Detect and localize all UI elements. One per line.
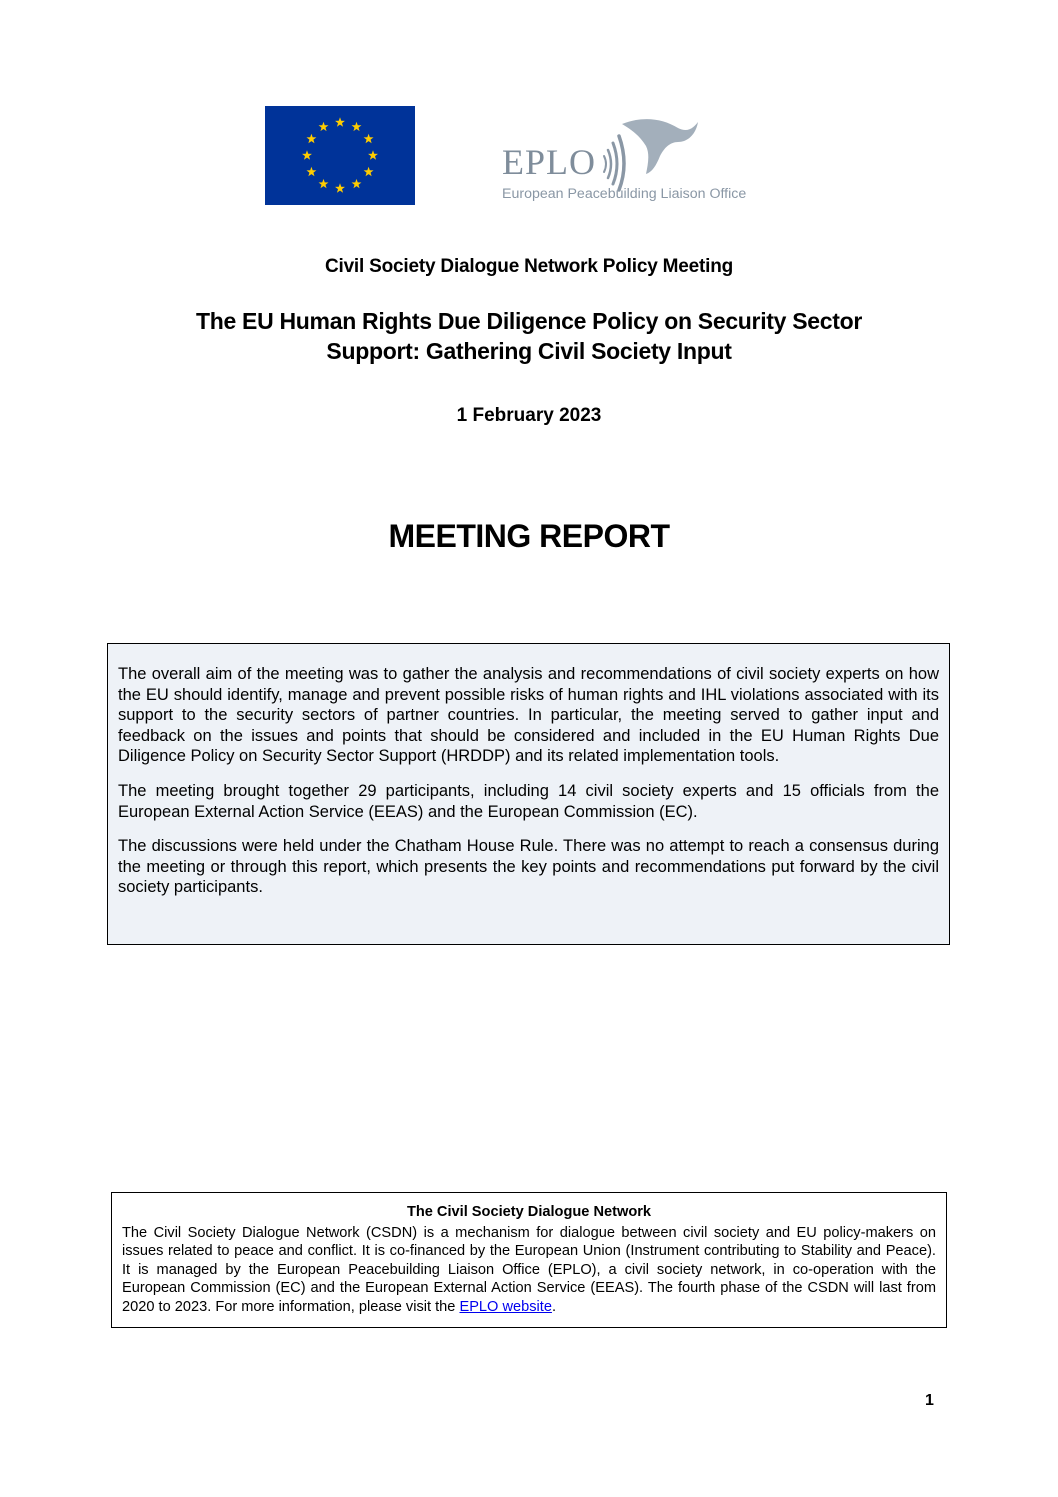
document-title-line-2: Support: Gathering Civil Society Input [326, 338, 732, 364]
csdn-body [122, 1224, 936, 1317]
document-date: 1 February 2023 [456, 405, 602, 426]
eplo-logo [500, 112, 790, 208]
summary-box [107, 643, 950, 945]
eplo-waves-icon [604, 136, 624, 190]
csdn-body-text: The Civil Society Dialogue Network (CSDN) is a mechanism for dialogue between civil society and EU policy-makers on issues related to peace and conflict. It is co-financed by the European Union (Instrument contributing to Stability and Peace). It is managed by the European Peacebuilding Liaison Office (EPLO), a civil society network, in co-operation with the European Commission (EC) and the European External Action Service (EEAS). The fourth phase of the CSDN will last from 2020 to 2023. For more information, please visit the [122, 1224, 936, 1315]
eu-flag-icon [265, 106, 415, 205]
eplo-website-link[interactable]: EPLO website [459, 1298, 552, 1315]
network-title: Civil Society Dialogue Network Policy Meeting [324, 256, 734, 277]
csdn-body-end: . [551, 1298, 557, 1315]
report-heading: MEETING REPORT [388, 518, 670, 554]
document-title [100, 306, 958, 366]
summary-paragraph: The discussions were held under the Chatham House Rule. There was no attempt to reach a consensus during the meeting or through this report, which presents the key points and recommendations put forward by the civil society participants. [118, 837, 939, 897]
page-number: 1 [925, 1392, 934, 1409]
eplo-bird-icon [622, 119, 698, 174]
summary-paragraph: The meeting brought together 29 participants, including 14 civil society experts and 15 officials from the European External Action Service (EEAS) and the European Commission (EC). [118, 781, 939, 821]
csdn-title: The Civil Society Dialogue Network [406, 1204, 652, 1220]
summary-paragraph: The overall aim of the meeting was to gather the analysis and recommendations of civil society experts on how the EU should identify, manage and prevent possible risks of human rights and IHL violations associated with its support to the security sectors of partner countries. In particular, the meeting served to gather input and feedback on the issues and points that should be considered and included in the EU Human Rights Due Diligence Policy on Security Sector Support (HRDDP) and its related implementation tools. [118, 665, 939, 766]
eplo-subtitle: European Peacebuilding Liaison Office [502, 186, 747, 202]
eplo-name: EPLO [502, 142, 596, 182]
csdn-info-box [111, 1192, 947, 1328]
document-title-line-1: The EU Human Rights Due Diligence Policy on Security Sector [195, 308, 863, 334]
